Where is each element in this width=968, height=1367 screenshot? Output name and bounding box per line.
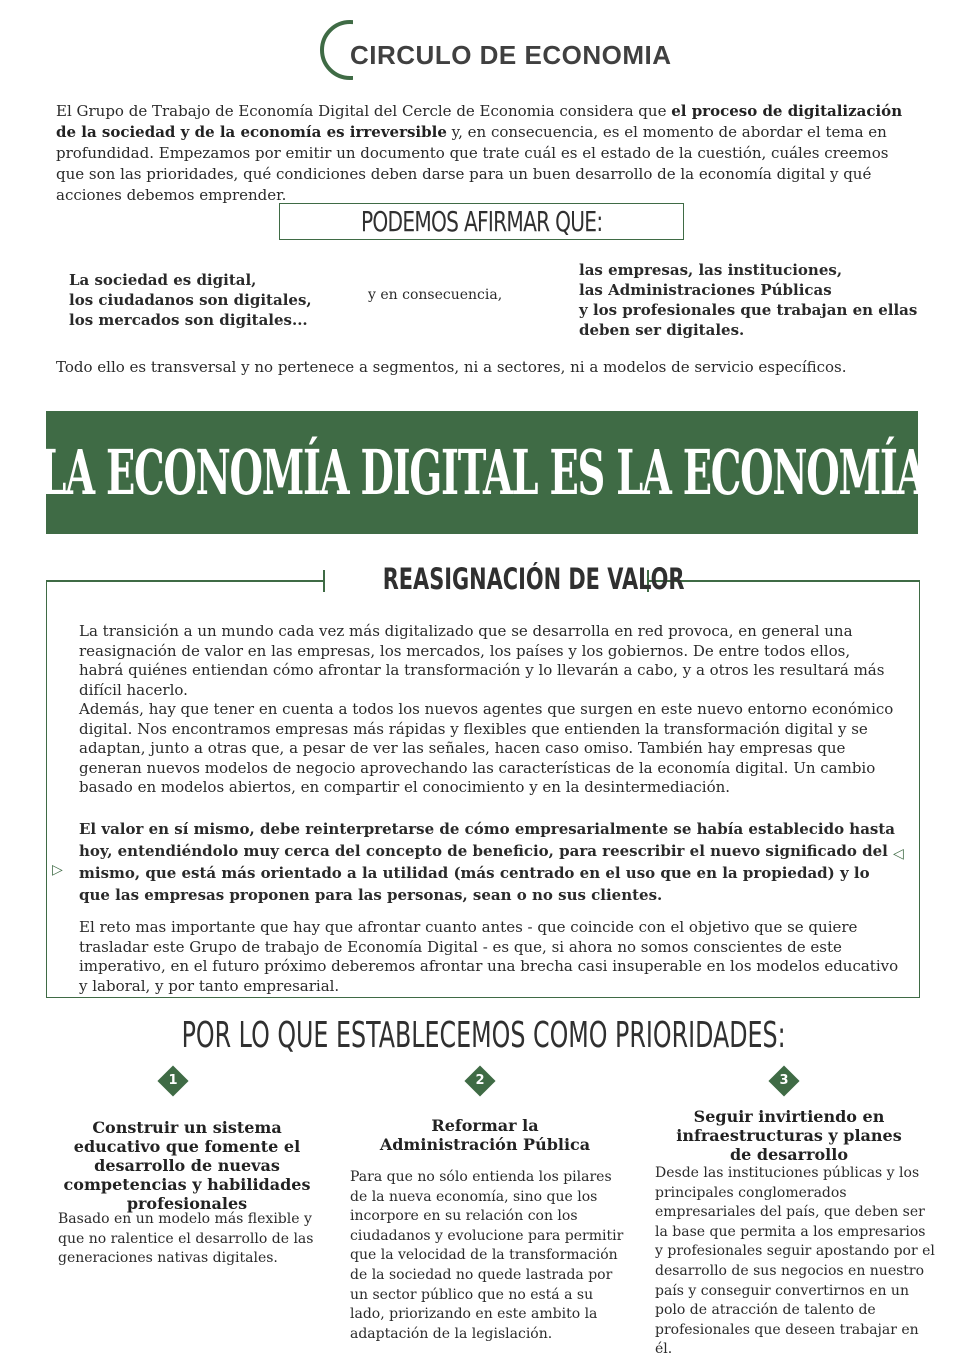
logo-text: CIRCULO DE ECONOMIA bbox=[350, 40, 672, 70]
intro-paragraph bbox=[56, 101, 916, 206]
statement-left-line: La sociedad es digital, bbox=[69, 271, 257, 289]
statement-right-line: las empresas, las instituciones, bbox=[579, 261, 843, 279]
intro-rest: y, en consecuencia, es el momento de abordar el tema en profundidad. Empezamos por emitir un documento que trate cuál es el estado de la cuestión, cuáles creemos que son las prioridades, qué condiciones deben darse para un buen desarrollo de la economía digital y qué acciones debemos emprender. bbox=[56, 123, 889, 204]
intro-lead: El Grupo de Trabajo de Economía Digital del Cercle de Economia considera que bbox=[56, 102, 672, 120]
intro-bold: el proceso de digitalización de la sociedad y de la economía es irreversible bbox=[56, 102, 903, 141]
reassignment-highlight: El valor en sí mismo, debe reinterpretarse de cómo empresarialmente se había establecido hasta hoy, entendiéndolo muy cerca del concepto de beneficio, para reescribir el nuevo significado del mismo, que está más orientado a la utilidad (más centrado en el uso que en la propiedad) y lo que las empresas proponen para las personas, sean o no sus clientes. bbox=[79, 820, 896, 904]
priority-body: Desde las instituciones públicas y los principales conglomerados empresariales del país, que deben ser la base que permita a los empresarios y profesionales seguir apostando por el desarrollo de sus negocios en nuestro país y conseguir convertirnos en un polo de atracción de talento de profesionales que deseen trabajar en él. bbox=[655, 1165, 935, 1358]
priority-title: Construir un sistema educativo que fomente el desarrollo de nuevas competencias y habilidades profesionales bbox=[63, 1118, 311, 1213]
number-badge-label: 1 bbox=[168, 1073, 178, 1088]
priorities-title: POR LO QUE ESTABLECEMOS COMO PRIORIDADES: bbox=[181, 1015, 787, 1056]
triangle-right-icon: ▷ bbox=[52, 862, 63, 878]
section-title: REASIGNACIÓN DE VALOR bbox=[382, 562, 685, 596]
frame-top-rule bbox=[46, 580, 324, 582]
statement-left-line: los ciudadanos son digitales, bbox=[69, 291, 312, 309]
headline-banner bbox=[39, 411, 925, 534]
reassignment-paragraph: El reto mas importante que hay que afrontar cuanto antes - que coincide con el objetivo que se quiere trasladar este Grupo de trabajo de Economía Digital - es que, si ahora no somos conscientes de este imperativo, en el futuro próximo deberemos afrontar una brecha casi insuperable en los modelos educativo y laboral, y por tanto empresarial. bbox=[79, 918, 899, 995]
banner-text: LA ECONOMÍA DIGITAL ES LA ECONOMÍA bbox=[39, 436, 925, 509]
number-badge-label: 2 bbox=[475, 1073, 485, 1088]
statement-right-line: y los profesionales que trabajan en ellas bbox=[579, 301, 918, 319]
statement-middle: y en consecuencia, bbox=[368, 287, 503, 303]
priority-title: Reformar la Administración Pública bbox=[379, 1116, 591, 1154]
reassignment-paragraph: Además, hay que tener en cuenta a todos los nuevos agentes que surgen en este nuevo entorno económico digital. Nos encontramos empresas más rápidas y flexibles que entienden la transformación digital y se adaptan, junto a otras que, a pesar de ver las señales, hacen caso omiso. También hay empresas que generan nuevos modelos de negocio aprovechando las características de la economía digital. Un cambio basado en modelos abiertos, en compartir el conocimiento y en la desintermediación. bbox=[79, 700, 894, 797]
frame-top-rule bbox=[648, 580, 920, 582]
priority-title: Seguir invirtiendo en infraestructuras y planes de desarrollo bbox=[676, 1107, 902, 1164]
statement-left bbox=[69, 270, 339, 330]
number-badge-label: 3 bbox=[779, 1073, 789, 1088]
priority-body: Basado en un modelo más flexible y que no ralentice el desarrollo de las generaciones nativas digitales. bbox=[58, 1211, 314, 1267]
affirm-heading: PODEMOS AFIRMAR QUE: bbox=[279, 203, 684, 240]
transversal-note: Todo ello es transversal y no pertenece a segmentos, ni a sectores, ni a modelos de servicio específicos. bbox=[56, 358, 847, 376]
statement-left-line: los mercados son digitales... bbox=[69, 311, 308, 329]
triangle-left-icon: ◁ bbox=[893, 846, 904, 862]
logo bbox=[320, 20, 680, 84]
reassignment-paragraph: La transición a un mundo cada vez más digitalizado que se desarrolla en red provoca, en general una reasignación de valor en las empresas, los mercados, los países y los gobiernos. De entre todos ellos, habrá quiénes entiendan cómo afrontar la transformación y lo llevarán a cabo, y a otros les resultará más difícil hacerlo. bbox=[79, 622, 885, 699]
statement-right-line: deben ser digitales. bbox=[579, 321, 745, 339]
priority-body: Para que no sólo entienda los pilares de la nueva economía, sino que los incorpore en su relación con los ciudadanos y evolucione para permitir que la velocidad de la transformación de la sociedad no quede lastrada por un sector público que no está a su lado, priorizando en este ambito la adaptación de la legislación. bbox=[350, 1169, 624, 1342]
statement-right bbox=[579, 260, 918, 340]
statement-right-line: las Administraciones Públicas bbox=[579, 281, 832, 299]
